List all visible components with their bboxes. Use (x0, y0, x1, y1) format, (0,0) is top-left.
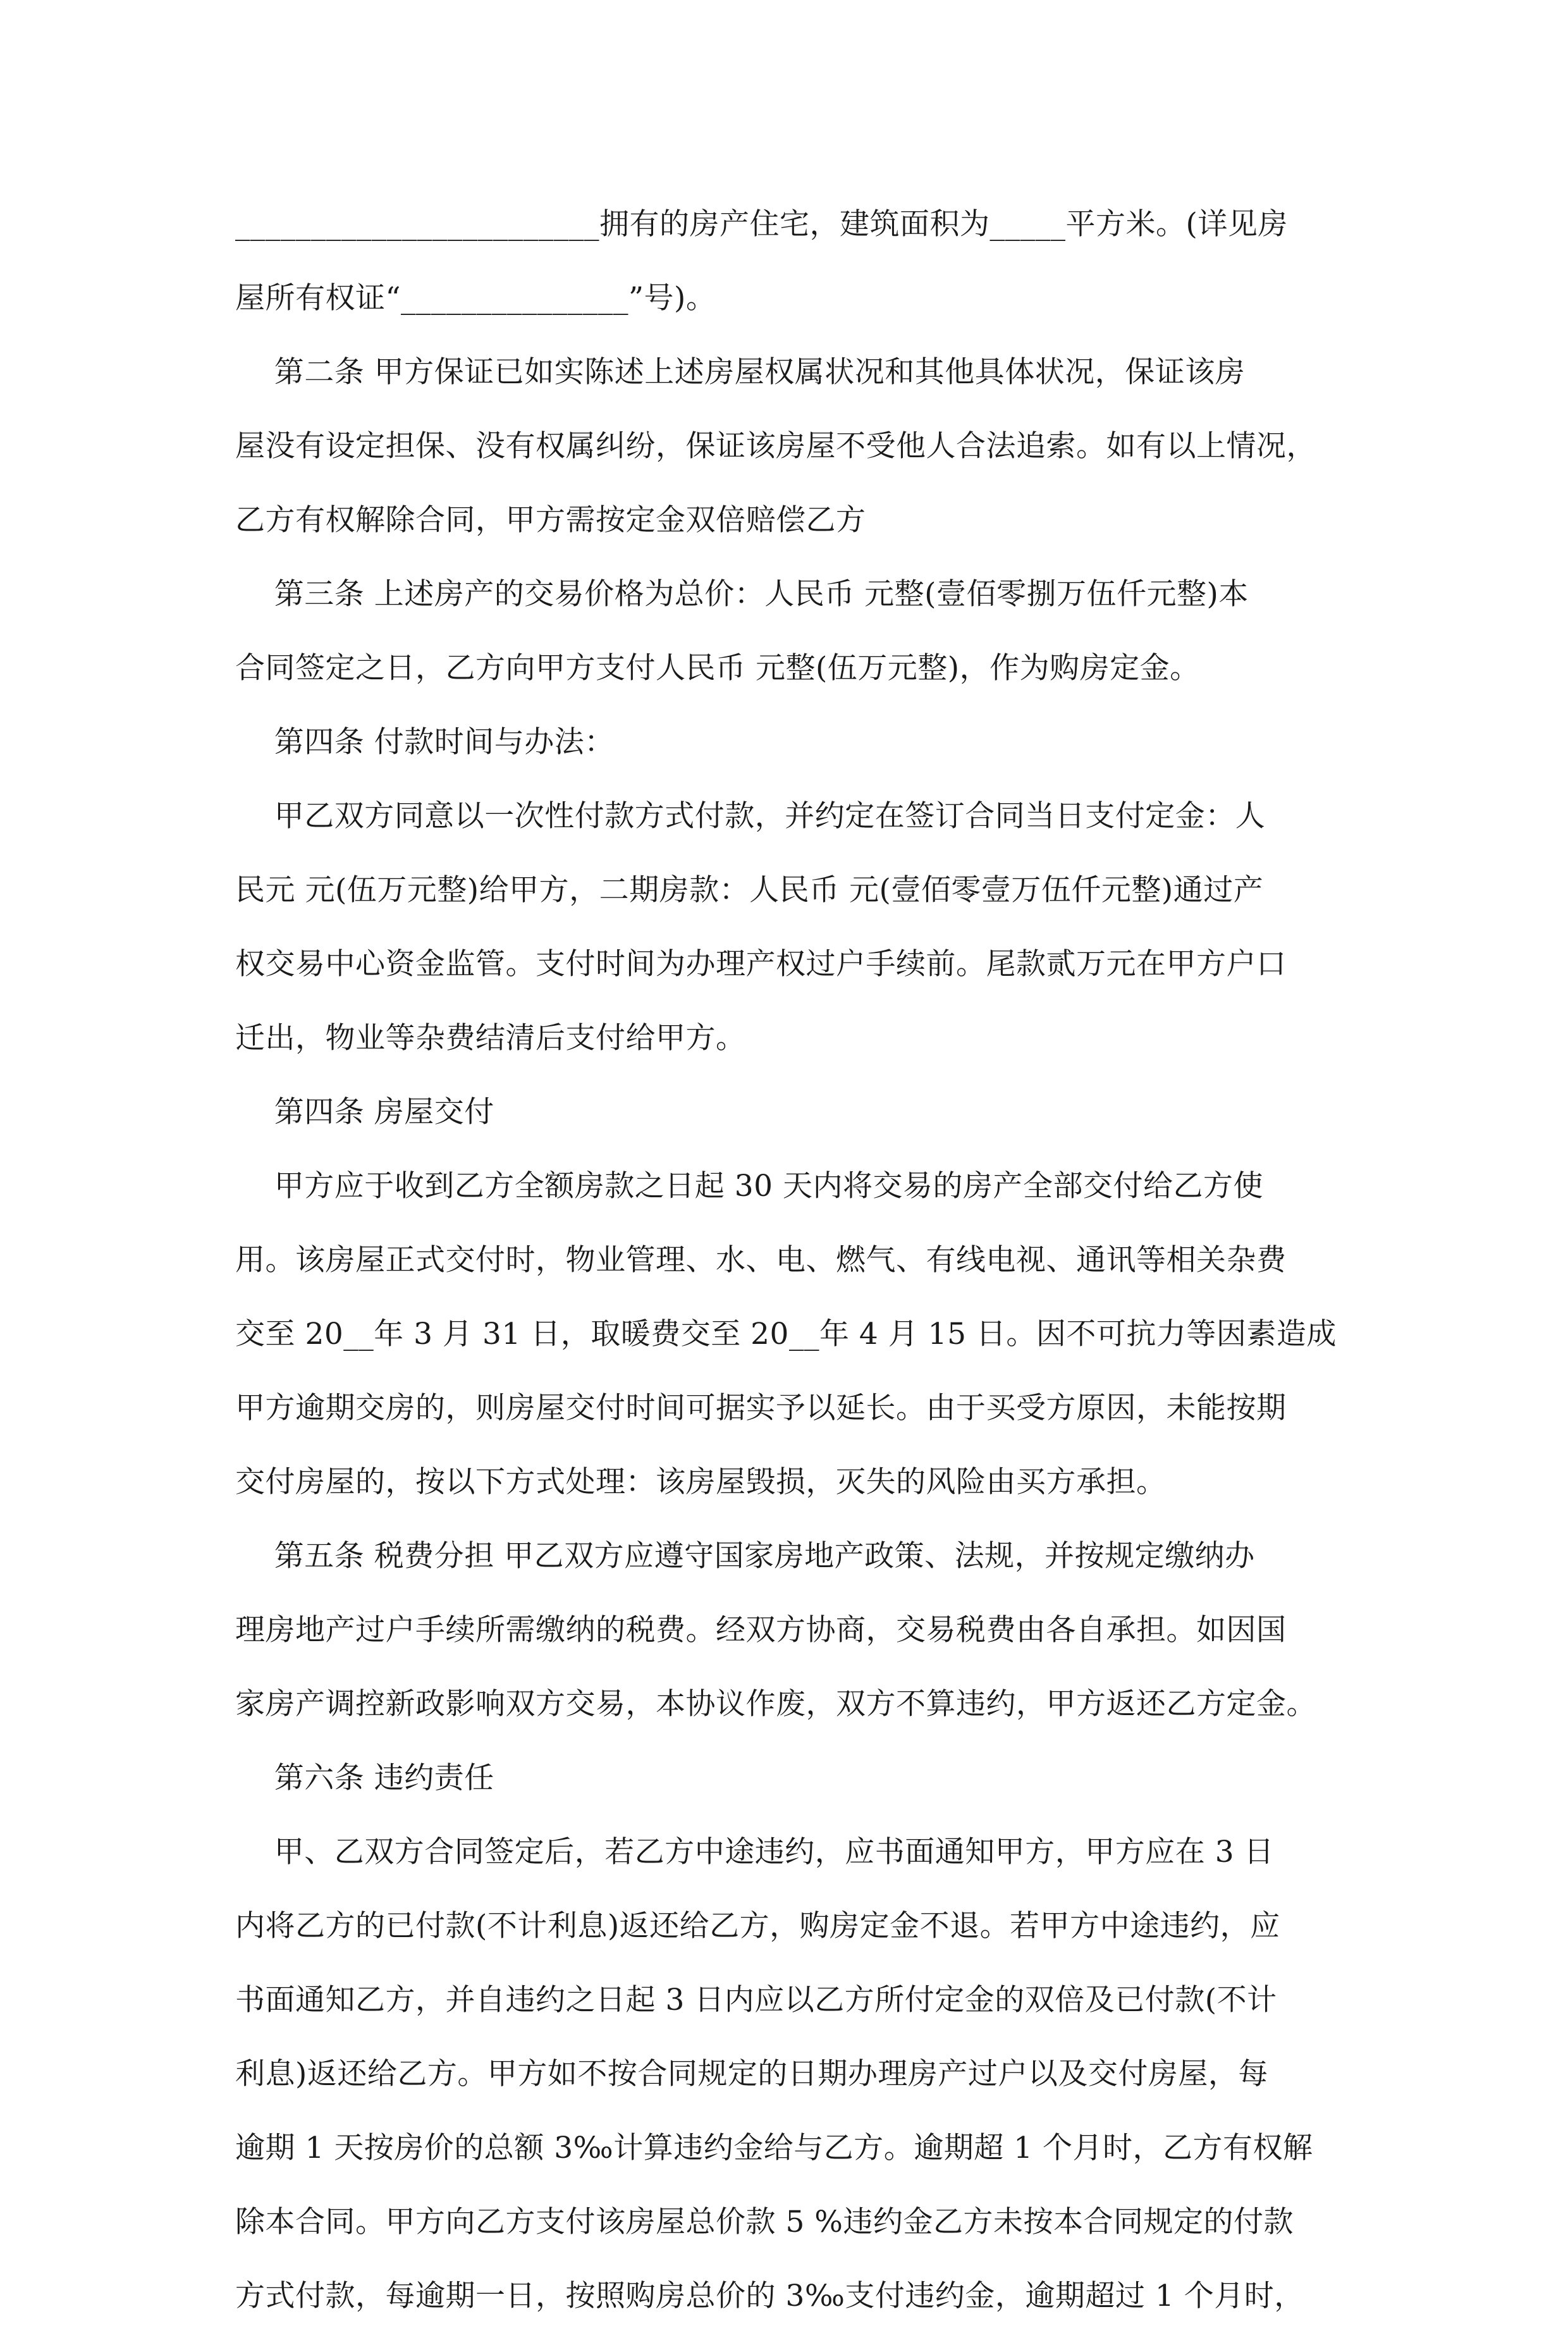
text-line: 方式付款，每逾期一日，按照购房总价的 3‰支付违约金，逾期超过 1 个月时， (235, 2279, 1304, 2313)
text-line: 乙方有权解除合同，甲方需按定金双倍赔偿乙方 (235, 503, 866, 538)
text-line: 屋所有权证“_______________”号)。 (235, 281, 716, 316)
text-line: 家房产调控新政影响双方交易，本协议作废，双方不算违约，甲方返还乙方定金。 (235, 1687, 1316, 1721)
text-line: 交付房屋的，按以下方式处理：该房屋毁损，灭失的风险由买方承担。 (235, 1465, 1167, 1499)
text-line: 利息)返还给乙方。甲方如不按合同规定的日期办理房产过户以及交付房屋，每 (235, 2057, 1268, 2091)
text-line: 除本合同。甲方向乙方支付该房屋总价款 5 %违约金乙方未按本合同规定的付款 (235, 2205, 1294, 2239)
text-line: 甲方逾期交房的，则房屋交付时间可据实予以延长。由于买受方原因，未能按期 (235, 1391, 1287, 1425)
text-line: 迁出，物业等杂费结清后支付给甲方。 (235, 1021, 746, 1056)
text-line: 交至 20__年 3 月 31 日，取暖费交至 20__年 4 月 15 日。因不可抗力等因素造成 (235, 1317, 1337, 1351)
text-line: ________________________拥有的房产住宅，建筑面积为_____平方米。(详见房 (235, 207, 1288, 242)
text-line: 民元 元(伍万元整)给甲方，二期房款：人民币 元(壹佰零壹万伍仟元整)通过产 (235, 873, 1264, 908)
text-line: 用。该房屋正式交付时，物业管理、水、电、燃气、有线电视、通讯等相关杂费 (235, 1243, 1287, 1277)
text-line: 书面通知乙方，并自违约之日起 3 日内应以乙方所付定金的双倍及已付款(不计 (235, 1983, 1277, 2017)
text-line: 屋没有设定担保、没有权属纠纷，保证该房屋不受他人合法追索。如有以上情况， (235, 429, 1316, 464)
text-line: 甲、乙双方合同签定后，若乙方中途违约，应书面通知甲方，甲方应在 3 日 (235, 1835, 1275, 1869)
article-4b-heading: 第四条 房屋交付 (235, 1095, 494, 1130)
article-3-heading-line: 第三条 上述房产的交易价格为总价：人民币 元整(壹佰零捌万伍仟元整)本 (235, 577, 1249, 612)
text-line: 内将乙方的已付款(不计利息)返还给乙方，购房定金不退。若甲方中途违约，应 (235, 1909, 1280, 1943)
text-line: 合同签定之日，乙方向甲方支付人民币 元整(伍万元整)，作为购房定金。 (235, 651, 1200, 686)
text-line: 逾期 1 天按房价的总额 3‰计算违约金给与乙方。逾期超 1 个月时，乙方有权解 (235, 2131, 1313, 2165)
text-line: 甲方应于收到乙方全额房款之日起 30 天内将交易的房产全部交付给乙方使 (235, 1169, 1263, 1203)
article-5-heading-line: 第五条 税费分担 甲乙双方应遵守国家房地产政策、法规，并按规定缴纳办 (235, 1539, 1255, 1573)
article-4-heading: 第四条 付款时间与办法： (235, 725, 615, 760)
article-2-heading-line: 第二条 甲方保证已如实陈述上述房屋权属状况和其他具体状况，保证该房 (235, 355, 1246, 390)
text-line: 甲乙双方同意以一次性付款方式付款，并约定在签订合同当日支付定金：人 (235, 799, 1266, 834)
contract-body (235, 187, 1348, 2333)
text-line: 权交易中心资金监管。支付时间为办理产权过户手续前。尾款贰万元在甲方户口 (235, 947, 1287, 982)
article-6-heading: 第六条 违约责任 (235, 1761, 494, 1795)
text-line: 理房地产过户手续所需缴纳的税费。经双方协商，交易税费由各自承担。如因国 (235, 1613, 1287, 1647)
